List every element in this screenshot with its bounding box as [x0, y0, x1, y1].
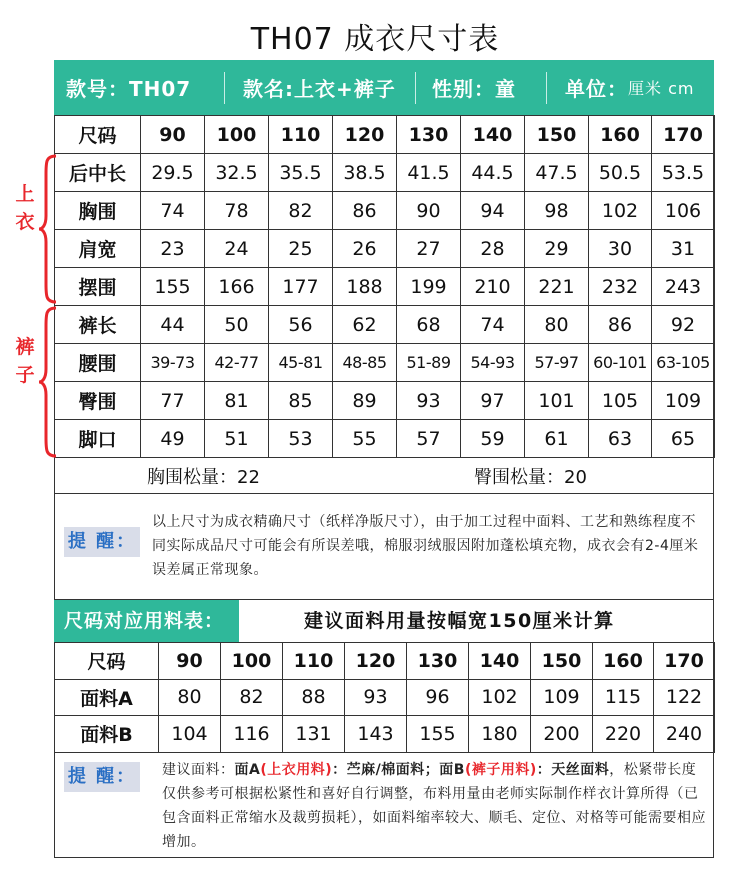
row-label: 脚口	[55, 420, 141, 458]
table-cell: 41.5	[397, 154, 461, 192]
row-label: 摆围	[55, 268, 141, 306]
row-label: 面料B	[55, 716, 159, 753]
table-cell: 60-101	[589, 344, 652, 382]
table-cell: 92	[652, 306, 715, 344]
table-cell: 109	[531, 679, 593, 716]
ease-row	[54, 458, 714, 494]
table-cell: 38.5	[333, 154, 397, 192]
table-cell: 30	[589, 230, 652, 268]
table-cell: 25	[269, 230, 333, 268]
table-cell: 115	[593, 679, 654, 716]
table-cell: 93	[345, 679, 407, 716]
row-label: 面料A	[55, 679, 159, 716]
table-row	[55, 306, 715, 344]
table-row	[55, 154, 715, 192]
table-cell: 65	[652, 420, 715, 458]
table-cell: 56	[269, 306, 333, 344]
hip-ease: 臀围松量：20	[474, 466, 587, 488]
table-row	[55, 679, 715, 716]
unit-label: 单位：	[565, 77, 628, 101]
table-cell: 220	[593, 716, 654, 753]
table-cell: 90	[397, 192, 461, 230]
table-cell: 122	[654, 679, 715, 716]
table-cell: 143	[345, 716, 407, 753]
table-cell: 93	[397, 382, 461, 420]
table-cell: 53	[269, 420, 333, 458]
table-cell: 68	[397, 306, 461, 344]
table-cell: 61	[525, 420, 589, 458]
table-cell: 102	[589, 192, 652, 230]
header-row	[55, 643, 715, 680]
table-cell: 42-77	[205, 344, 269, 382]
table-cell: 45-81	[269, 344, 333, 382]
table-cell: 80	[159, 679, 221, 716]
group-label-pants	[14, 333, 36, 389]
group-label-top-text: 上衣	[15, 183, 35, 233]
size-header-label: 尺码	[55, 116, 141, 154]
table-cell: 47.5	[525, 154, 589, 192]
table-row	[55, 268, 715, 306]
table-cell: 243	[652, 268, 715, 306]
table-cell: 55	[333, 420, 397, 458]
style-name-text: 款名:上衣+裤子	[243, 77, 396, 101]
table-cell: 74	[141, 192, 205, 230]
size-header-label: 尺码	[55, 643, 159, 680]
page-title: TH07 成衣尺寸表	[250, 22, 500, 57]
note2-part: 建议面料：	[162, 762, 235, 778]
fabric-header	[54, 600, 714, 642]
table-cell: 48-85	[333, 344, 397, 382]
style-no	[54, 60, 224, 115]
unit-value: 厘米 cm	[628, 79, 695, 98]
note2-part: ，松紧带长度仅供参考可根据松紧性和喜好自行调整，布料用量由老师实际制作样衣计算所得（已包含面料正常缩水及裁剪损耗），如面料缩率较大、顺毛、定位、对格等可能需要相应增加。	[162, 762, 706, 850]
note-section-2	[54, 752, 714, 858]
table-cell: 23	[141, 230, 205, 268]
table-cell: 98	[525, 192, 589, 230]
style-no-text: 款号：TH07	[66, 77, 192, 101]
chest-ease: 胸围松量：22	[147, 466, 260, 488]
size-header-cell: 90	[141, 116, 205, 154]
table-cell: 199	[397, 268, 461, 306]
table-cell: 26	[333, 230, 397, 268]
note2-part: ：天丝面料	[536, 762, 610, 778]
size-header-cell: 170	[652, 116, 715, 154]
gender	[416, 60, 546, 115]
table-row	[55, 192, 715, 230]
table-cell: 74	[461, 306, 525, 344]
note-text-2	[162, 758, 706, 854]
table-cell: 104	[159, 716, 221, 753]
size-header-cell: 100	[221, 643, 283, 680]
table-row	[55, 420, 715, 458]
table-cell: 86	[589, 306, 652, 344]
table-cell: 49	[141, 420, 205, 458]
table-cell: 155	[141, 268, 205, 306]
fabric-title: 尺码对应用料表：	[54, 600, 239, 642]
table-cell: 109	[652, 382, 715, 420]
table-cell: 240	[654, 716, 715, 753]
table-cell: 82	[269, 192, 333, 230]
table-cell: 106	[652, 192, 715, 230]
table-cell: 51-89	[397, 344, 461, 382]
table-cell: 155	[407, 716, 469, 753]
table-cell: 59	[461, 420, 525, 458]
row-label: 腰围	[55, 344, 141, 382]
table-cell: 63-105	[652, 344, 715, 382]
size-header-cell: 110	[283, 643, 345, 680]
remind-badge: 提 醒：	[64, 527, 140, 557]
table-row	[55, 344, 715, 382]
header-row	[55, 116, 715, 154]
size-header-cell: 170	[654, 643, 715, 680]
table-cell: 29.5	[141, 154, 205, 192]
size-header-cell: 100	[205, 116, 269, 154]
table-cell: 57	[397, 420, 461, 458]
table-cell: 27	[397, 230, 461, 268]
table-cell: 32.5	[205, 154, 269, 192]
brace-top	[38, 154, 58, 304]
size-header-cell: 150	[525, 116, 589, 154]
table-cell: 44	[141, 306, 205, 344]
table-cell: 29	[525, 230, 589, 268]
table-cell: 54-93	[461, 344, 525, 382]
table-cell: 188	[333, 268, 397, 306]
table-cell: 101	[525, 382, 589, 420]
table-cell: 24	[205, 230, 269, 268]
size-header-cell: 110	[269, 116, 333, 154]
size-header-cell: 160	[593, 643, 654, 680]
table-row	[55, 382, 715, 420]
table-cell: 51	[205, 420, 269, 458]
fabric-subtitle: 建议面料用量按幅宽150厘米计算	[304, 610, 615, 632]
brace-pants	[38, 306, 58, 458]
note2-highlight: (裤子用料)	[464, 762, 537, 778]
table-cell: 82	[221, 679, 283, 716]
table-row	[55, 230, 715, 268]
table-cell: 50	[205, 306, 269, 344]
note2-part: 面A	[234, 762, 261, 778]
table-row	[55, 716, 715, 753]
fabric-table	[54, 642, 715, 753]
table-cell: 232	[589, 268, 652, 306]
note-text-1: 以上尺寸为成衣精确尺寸（纸样净版尺寸），由于加工过程中面料、工艺和熟练程度不同实际成品尺寸可能会有所误差哦，棉服羽绒服因附加蓬松填充物，成衣会有2-4厘米误差属正常现象。	[152, 514, 699, 578]
table-cell: 28	[461, 230, 525, 268]
table-cell: 210	[461, 268, 525, 306]
size-header-cell: 90	[159, 643, 221, 680]
size-header-cell: 120	[345, 643, 407, 680]
table-cell: 77	[141, 382, 205, 420]
table-cell: 39-73	[141, 344, 205, 382]
table-cell: 177	[269, 268, 333, 306]
table-cell: 105	[589, 382, 652, 420]
table-cell: 57-97	[525, 344, 589, 382]
table-cell: 35.5	[269, 154, 333, 192]
table-cell: 180	[469, 716, 531, 753]
table-cell: 102	[469, 679, 531, 716]
table-cell: 62	[333, 306, 397, 344]
info-bar	[54, 60, 714, 115]
table-cell: 166	[205, 268, 269, 306]
table-cell: 78	[205, 192, 269, 230]
table-cell: 63	[589, 420, 652, 458]
row-label: 肩宽	[55, 230, 141, 268]
table-cell: 88	[283, 679, 345, 716]
note-section-1	[54, 494, 714, 600]
table-cell: 31	[652, 230, 715, 268]
size-header-cell: 150	[531, 643, 593, 680]
table-cell: 53.5	[652, 154, 715, 192]
gender-text: 性别：童	[432, 77, 516, 101]
row-label: 后中长	[55, 154, 141, 192]
table-cell: 96	[407, 679, 469, 716]
table-cell: 89	[333, 382, 397, 420]
table-cell: 200	[531, 716, 593, 753]
row-label: 裤长	[55, 306, 141, 344]
table-cell: 80	[525, 306, 589, 344]
table-cell: 86	[333, 192, 397, 230]
table-cell: 116	[221, 716, 283, 753]
size-header-cell: 160	[589, 116, 652, 154]
note2-part: ：苎麻/棉面料；面B	[332, 762, 465, 778]
row-label: 臀围	[55, 382, 141, 420]
table-cell: 221	[525, 268, 589, 306]
table-cell: 50.5	[589, 154, 652, 192]
size-header-cell: 130	[397, 116, 461, 154]
table-cell: 131	[283, 716, 345, 753]
unit	[547, 60, 694, 115]
table-cell: 81	[205, 382, 269, 420]
size-header-cell: 140	[461, 116, 525, 154]
table-cell: 97	[461, 382, 525, 420]
style-name	[225, 60, 415, 115]
size-header-cell: 130	[407, 643, 469, 680]
group-label-pants-text: 裤子	[15, 336, 35, 386]
size-table	[54, 115, 715, 458]
size-header-cell: 120	[333, 116, 397, 154]
remind-badge-2: 提 醒：	[64, 762, 140, 792]
table-cell: 85	[269, 382, 333, 420]
row-label: 胸围	[55, 192, 141, 230]
size-header-cell: 140	[469, 643, 531, 680]
note2-highlight: (上衣用料)	[260, 762, 333, 778]
group-label-top	[14, 180, 36, 236]
table-cell: 44.5	[461, 154, 525, 192]
table-cell: 94	[461, 192, 525, 230]
